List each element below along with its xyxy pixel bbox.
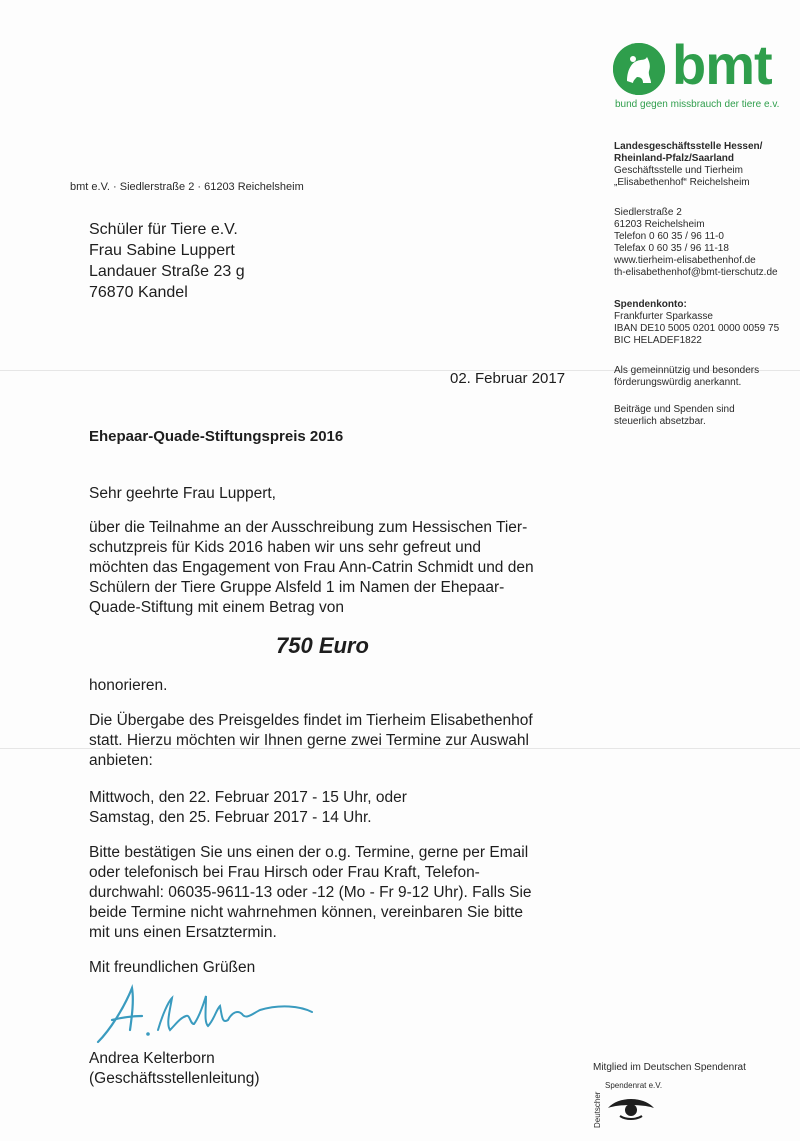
honorieren-text: honorieren. [89, 677, 168, 694]
office-phone: Telefon 0 60 35 / 96 11-0 [614, 231, 724, 242]
appointment-date-1: Mittwoch, den 22. Februar 2017 - 15 Uhr, oder [89, 789, 407, 806]
paragraph-1-line: über die Teilnahme an der Ausschreibung zum Hessischen Tier- [89, 519, 528, 536]
paragraph-1-line: möchten das Engagement von Frau Ann-Catrin Schmidt und den [89, 559, 534, 576]
paragraph-2 [89, 711, 575, 771]
paragraph-2-line: anbieten: [89, 752, 153, 769]
signatory-role: (Geschäftsstellenleitung) [89, 1070, 260, 1087]
office-city: 61203 Reichelsheim [614, 219, 705, 230]
office-sub-2: „Elisabethenhof“ Reichelsheim [614, 177, 750, 188]
charity-note-2: förderungswürdig anerkannt. [614, 377, 742, 388]
recipient-line-4: 76870 Kandel [89, 284, 188, 301]
appointment-dates [89, 788, 575, 828]
appointment-date-2: Samstag, den 25. Februar 2017 - 14 Uhr. [89, 809, 372, 826]
paragraph-3-line: durchwahl: 06035-9611-13 oder -12 (Mo - Fr 9-12 Uhr). Falls Sie [89, 884, 532, 901]
paragraph-2-line: statt. Hierzu möchten wir Ihnen gerne zwei Termine zur Auswahl [89, 732, 529, 749]
paragraph-1-line: Quade-Stiftung mit einem Betrag von [89, 599, 345, 616]
salutation: Sehr geehrte Frau Luppert, [89, 485, 276, 502]
signatory-name: Andrea Kelterborn [89, 1050, 215, 1067]
letter-date: 02. Februar 2017 [450, 370, 566, 387]
bmt-wordmark: bmt [672, 33, 772, 96]
sender-line: bmt e.V. · Siedlerstraße 2 · 61203 Reichelsheim [70, 181, 304, 193]
office-street: Siedlerstraße 2 [614, 207, 682, 218]
paragraph-3-line: mit uns einen Ersatztermin. [89, 924, 277, 941]
bank-block [614, 299, 798, 347]
recipient-line-1: Schüler für Tiere e.V. [89, 221, 238, 238]
spendenrat-eye-icon [606, 1092, 656, 1122]
paragraph-3-line: oder telefonisch bei Frau Hirsch oder Frau Kraft, Telefon- [89, 864, 480, 881]
handwritten-signature [90, 980, 320, 1050]
charity-note-1: Als gemeinnützig und besonders [614, 365, 760, 376]
spendenrat-vertical-text: Deutscher [593, 1091, 602, 1128]
office-sub-1: Geschäftsstelle und Tierheim [614, 165, 743, 176]
bmt-logo-icon [613, 43, 665, 95]
office-fax: Telefax 0 60 35 / 96 11-18 [614, 243, 729, 254]
contact-block [614, 207, 798, 279]
bank-name: Frankfurter Sparkasse [614, 311, 713, 322]
recipient-line-3: Landauer Straße 23 g [89, 263, 245, 280]
office-name-2: Rheinland-Pfalz/Saarland [614, 153, 735, 164]
prize-amount: 750 Euro [276, 633, 369, 658]
paragraph-1-line: schutzpreis für Kids 2016 haben wir uns sehr gefreut und [89, 539, 482, 556]
bmt-tagline: bund gegen missbrauch der tiere e.v. [615, 99, 780, 110]
paragraph-3 [89, 843, 575, 943]
paragraph-3-line: Bitte bestätigen Sie uns einen der o.g. Termine, gerne per Email [89, 844, 529, 861]
bank-bic: BIC HELADEF1822 [614, 335, 702, 346]
paragraph-3-line: beide Termine nicht wahrnehmen können, vereinbaren Sie bitte [89, 904, 523, 921]
office-block [614, 141, 798, 189]
spendenrat-org-text: Spendenrat e.V. [605, 1081, 663, 1090]
tax-note-1: Beiträge und Spenden sind [614, 404, 735, 415]
bank-iban: IBAN DE10 5005 0201 0000 0059 75 [614, 323, 780, 334]
office-email: th-elisabethenhof@bmt-tierschutz.de [614, 267, 778, 278]
letter-subject: Ehepaar-Quade-Stiftungspreis 2016 [89, 428, 344, 445]
signatory [89, 1049, 260, 1089]
closing: Mit freundlichen Grüßen [89, 959, 256, 976]
tax-note-2: steuerlich absetzbar. [614, 416, 706, 427]
spendenrat-member-text: Mitglied im Deutschen Spendenrat [593, 1062, 746, 1073]
office-name-1: Landesgeschäftsstelle Hessen/ [614, 141, 763, 152]
office-web: www.tierheim-elisabethenhof.de [614, 255, 756, 266]
tax-note [614, 404, 798, 428]
charity-note [614, 365, 798, 389]
paragraph-2-line: Die Übergabe des Preisgeldes findet im Tierheim Elisabethenhof [89, 712, 533, 729]
paragraph-1-line: Schülern der Tiere Gruppe Alsfeld 1 im Namen der Ehepaar- [89, 579, 505, 596]
recipient-line-2: Frau Sabine Luppert [89, 242, 235, 259]
bank-title: Spendenkonto: [614, 299, 687, 310]
recipient-address [89, 219, 245, 303]
paragraph-1 [89, 518, 575, 618]
